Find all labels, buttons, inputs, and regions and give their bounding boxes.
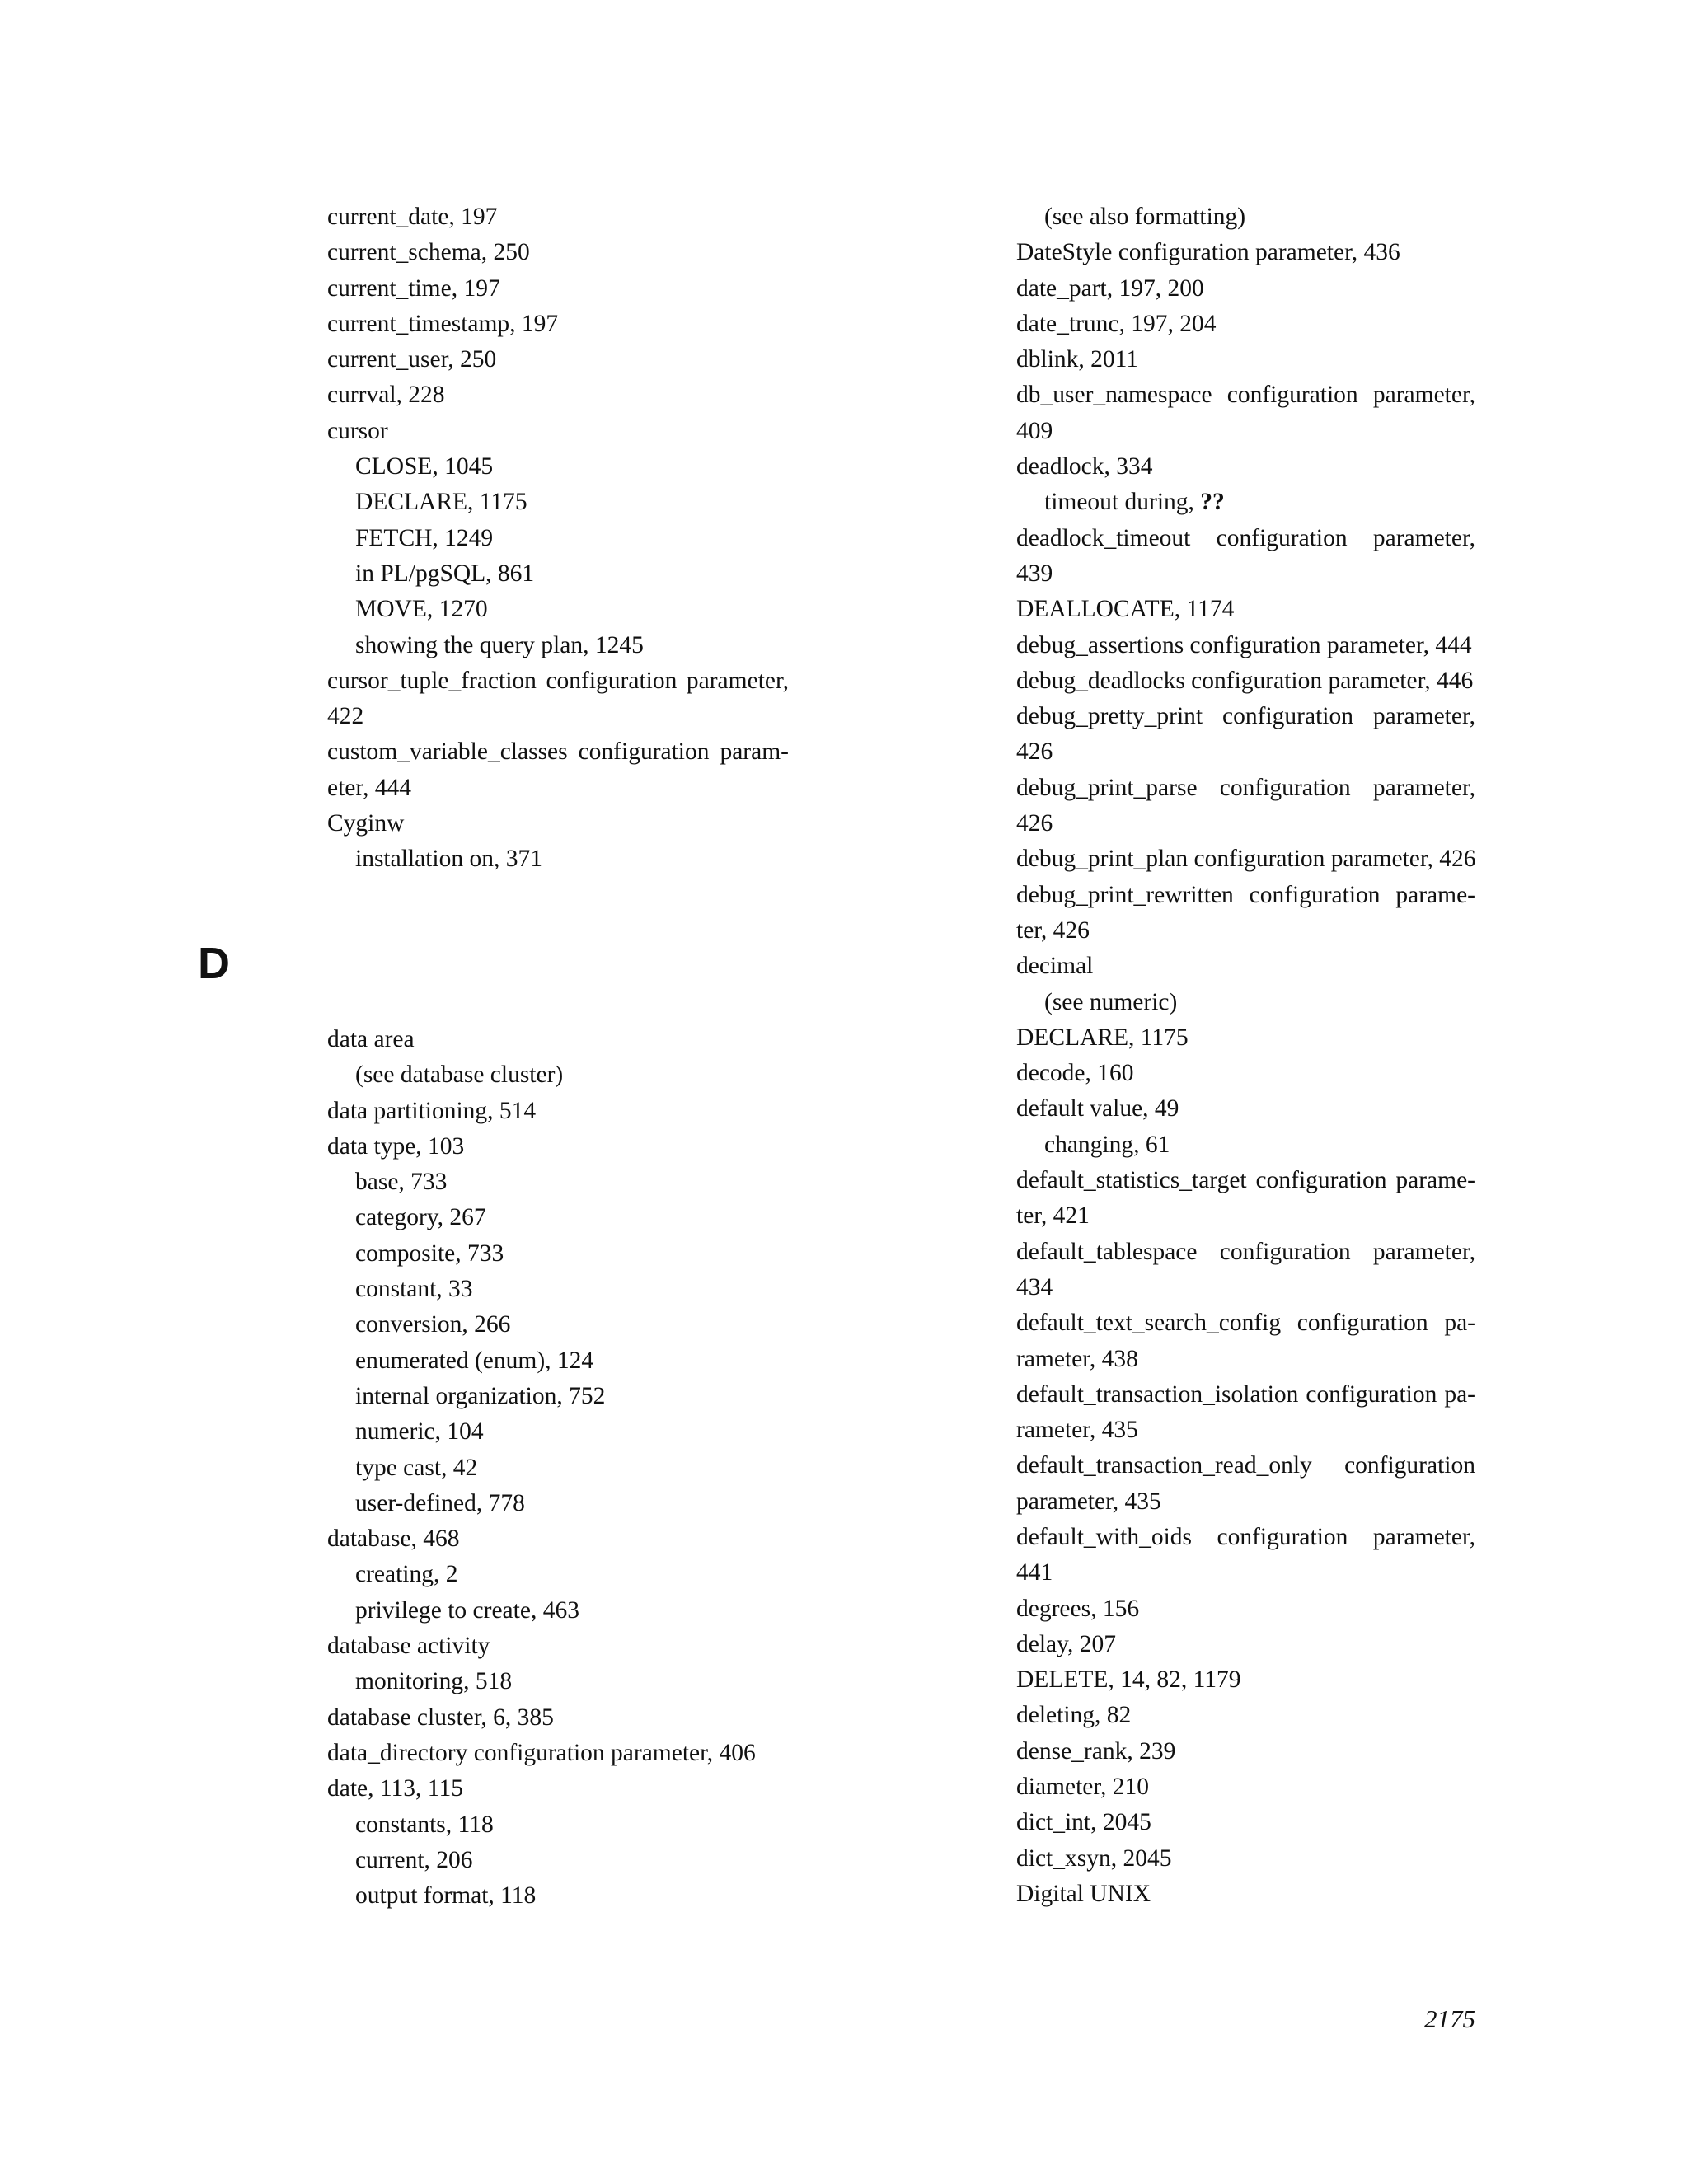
index-entry: DELETE, 14, 82, 1179 — [1016, 1666, 1241, 1694]
index-subentry: constants, 118 — [355, 1811, 494, 1838]
index-entry-continuation: 439 — [1016, 560, 1053, 587]
subentry-label: timeout during, — [1044, 489, 1201, 516]
index-subentry: numeric, 104 — [355, 1418, 484, 1446]
index-entry: debug_print_rewritten configuration parame- — [1016, 881, 1475, 908]
section-letter-heading: D — [198, 939, 230, 988]
index-subentry: monitoring, 518 — [355, 1668, 513, 1695]
index-entry: dict_int, 2045 — [1016, 1809, 1151, 1836]
index-entry: default_with_oids configuration parameter, — [1016, 1523, 1475, 1550]
index-entry: debug_print_parse configuration parameter, — [1016, 774, 1475, 801]
unresolved-reference-marker: ?? — [1200, 489, 1225, 516]
index-subentry: composite, 733 — [355, 1240, 504, 1267]
index-entry: DateStyle configuration parameter, 436 — [1016, 239, 1400, 266]
index-entry: debug_assertions configuration parameter, 444 — [1016, 631, 1472, 658]
index-subentry: enumerated (enum), 124 — [355, 1347, 594, 1374]
index-entry: debug_deadlocks configuration parameter, 446 — [1016, 667, 1474, 694]
index-subentry: privilege to create, 463 — [355, 1596, 579, 1624]
index-entry: cursor — [327, 417, 388, 444]
index-entry: default_statistics_target configuration parame- — [1016, 1167, 1475, 1194]
index-entry: Digital UNIX — [1016, 1880, 1151, 1907]
index-entry: deadlock_timeout configuration parameter, — [1016, 524, 1475, 551]
index-entry-continuation: 409 — [1016, 417, 1053, 444]
index-entry: decimal — [1016, 953, 1094, 980]
index-entry: deadlock, 334 — [1016, 453, 1153, 480]
index-subentry: CLOSE, 1045 — [355, 453, 494, 480]
index-column-left-d — [327, 1022, 789, 1914]
index-entry: database cluster, 6, 385 — [327, 1704, 554, 1731]
index-subentry: in PL/pgSQL, 861 — [355, 560, 535, 587]
index-entry: dblink, 2011 — [1016, 346, 1139, 373]
index-entry: default value, 49 — [1016, 1095, 1179, 1122]
index-entry: DEALLOCATE, 1174 — [1016, 596, 1235, 623]
index-entry-continuation: 426 — [1016, 810, 1053, 837]
index-entry: default_transaction_isolation configuration pa- — [1016, 1380, 1475, 1408]
page-number: 2175 — [1424, 2004, 1475, 2033]
index-entry: current_time, 197 — [327, 274, 500, 302]
index-entry: current_timestamp, 197 — [327, 310, 559, 337]
index-entry-continuation: rameter, 438 — [1016, 1345, 1138, 1372]
index-entry: database, 468 — [327, 1526, 460, 1553]
index-entry-continuation: 422 — [327, 703, 364, 730]
index-subentry: MOVE, 1270 — [355, 596, 488, 623]
index-subentry: creating, 2 — [355, 1561, 458, 1588]
index-see-reference: (see also formatting) — [1044, 204, 1246, 230]
index-subentry: installation on, 371 — [355, 846, 542, 873]
index-entry-continuation: ter, 426 — [1016, 916, 1090, 944]
index-entry: default_tablespace configuration parameter, — [1016, 1238, 1475, 1265]
index-entry: debug_print_plan configuration parameter, 426 — [1016, 846, 1476, 873]
index-entry: date_part, 197, 200 — [1016, 274, 1204, 302]
index-entry: default_transaction_read_only configuration — [1016, 1452, 1475, 1479]
index-see-reference: (see numeric) — [1044, 988, 1178, 1015]
index-column-left-top — [327, 199, 789, 878]
index-entry: data_directory configuration parameter, 406 — [327, 1739, 756, 1766]
index-entry: debug_pretty_print configuration parameter, — [1016, 703, 1475, 730]
index-entry: current_schema, 250 — [327, 239, 530, 266]
index-entry: currval, 228 — [327, 382, 445, 409]
index-subentry: current, 206 — [355, 1846, 473, 1873]
index-subentry: user-defined, 778 — [355, 1489, 525, 1516]
index-entry: DECLARE, 1175 — [1016, 1024, 1189, 1051]
index-subentry: showing the query plan, 1245 — [355, 631, 644, 658]
index-entry-continuation: ter, 421 — [1016, 1202, 1090, 1230]
index-entry: db_user_namespace configuration parameter, — [1016, 382, 1475, 409]
index-subentry: conversion, 266 — [355, 1311, 511, 1338]
index-subentry: base, 733 — [355, 1169, 448, 1196]
index-entry: custom_variable_classes configuration param- — [327, 738, 789, 766]
index-entry: date_trunc, 197, 204 — [1016, 310, 1217, 337]
index-subentry: DECLARE, 1175 — [355, 489, 528, 516]
index-entry: Cyginw — [327, 810, 405, 837]
index-entry: diameter, 210 — [1016, 1774, 1150, 1801]
index-entry: delay, 207 — [1016, 1630, 1116, 1657]
index-entry-continuation: parameter, 435 — [1016, 1488, 1161, 1515]
index-entry: decode, 160 — [1016, 1060, 1134, 1087]
index-see-reference: (see database cluster) — [355, 1062, 564, 1089]
index-subentry: constant, 33 — [355, 1276, 473, 1303]
index-entry: cursor_tuple_fraction configuration parameter, — [327, 667, 789, 694]
index-entry: current_user, 250 — [327, 346, 497, 373]
index-subentry: output format, 118 — [355, 1882, 537, 1910]
index-entry-continuation: rameter, 435 — [1016, 1417, 1138, 1444]
index-subentry: category, 267 — [355, 1204, 486, 1231]
index-subentry: internal organization, 752 — [355, 1382, 606, 1409]
index-entry: dict_xsyn, 2045 — [1016, 1844, 1172, 1872]
index-entry: database activity — [327, 1633, 490, 1660]
index-entry-continuation: 426 — [1016, 738, 1053, 766]
index-entry: degrees, 156 — [1016, 1595, 1140, 1622]
index-subentry — [1016, 485, 1475, 520]
index-subentry: type cast, 42 — [355, 1454, 478, 1481]
index-entry: data partitioning, 514 — [327, 1097, 537, 1124]
index-column-right — [1016, 199, 1475, 1912]
index-entry: current_date, 197 — [327, 204, 498, 230]
index-entry-continuation: 441 — [1016, 1559, 1053, 1586]
index-entry: deleting, 82 — [1016, 1702, 1132, 1729]
index-subentry: FETCH, 1249 — [355, 524, 494, 551]
index-entry: date, 113, 115 — [327, 1775, 463, 1802]
index-entry: default_text_search_config configuration pa- — [1016, 1310, 1475, 1337]
index-entry: data type, 103 — [327, 1132, 465, 1160]
index-entry: data area — [327, 1026, 415, 1052]
index-subentry: changing, 61 — [1044, 1131, 1170, 1158]
index-entry-continuation: eter, 444 — [327, 774, 412, 801]
index-entry: dense_rank, 239 — [1016, 1737, 1176, 1765]
index-entry-continuation: 434 — [1016, 1273, 1053, 1301]
